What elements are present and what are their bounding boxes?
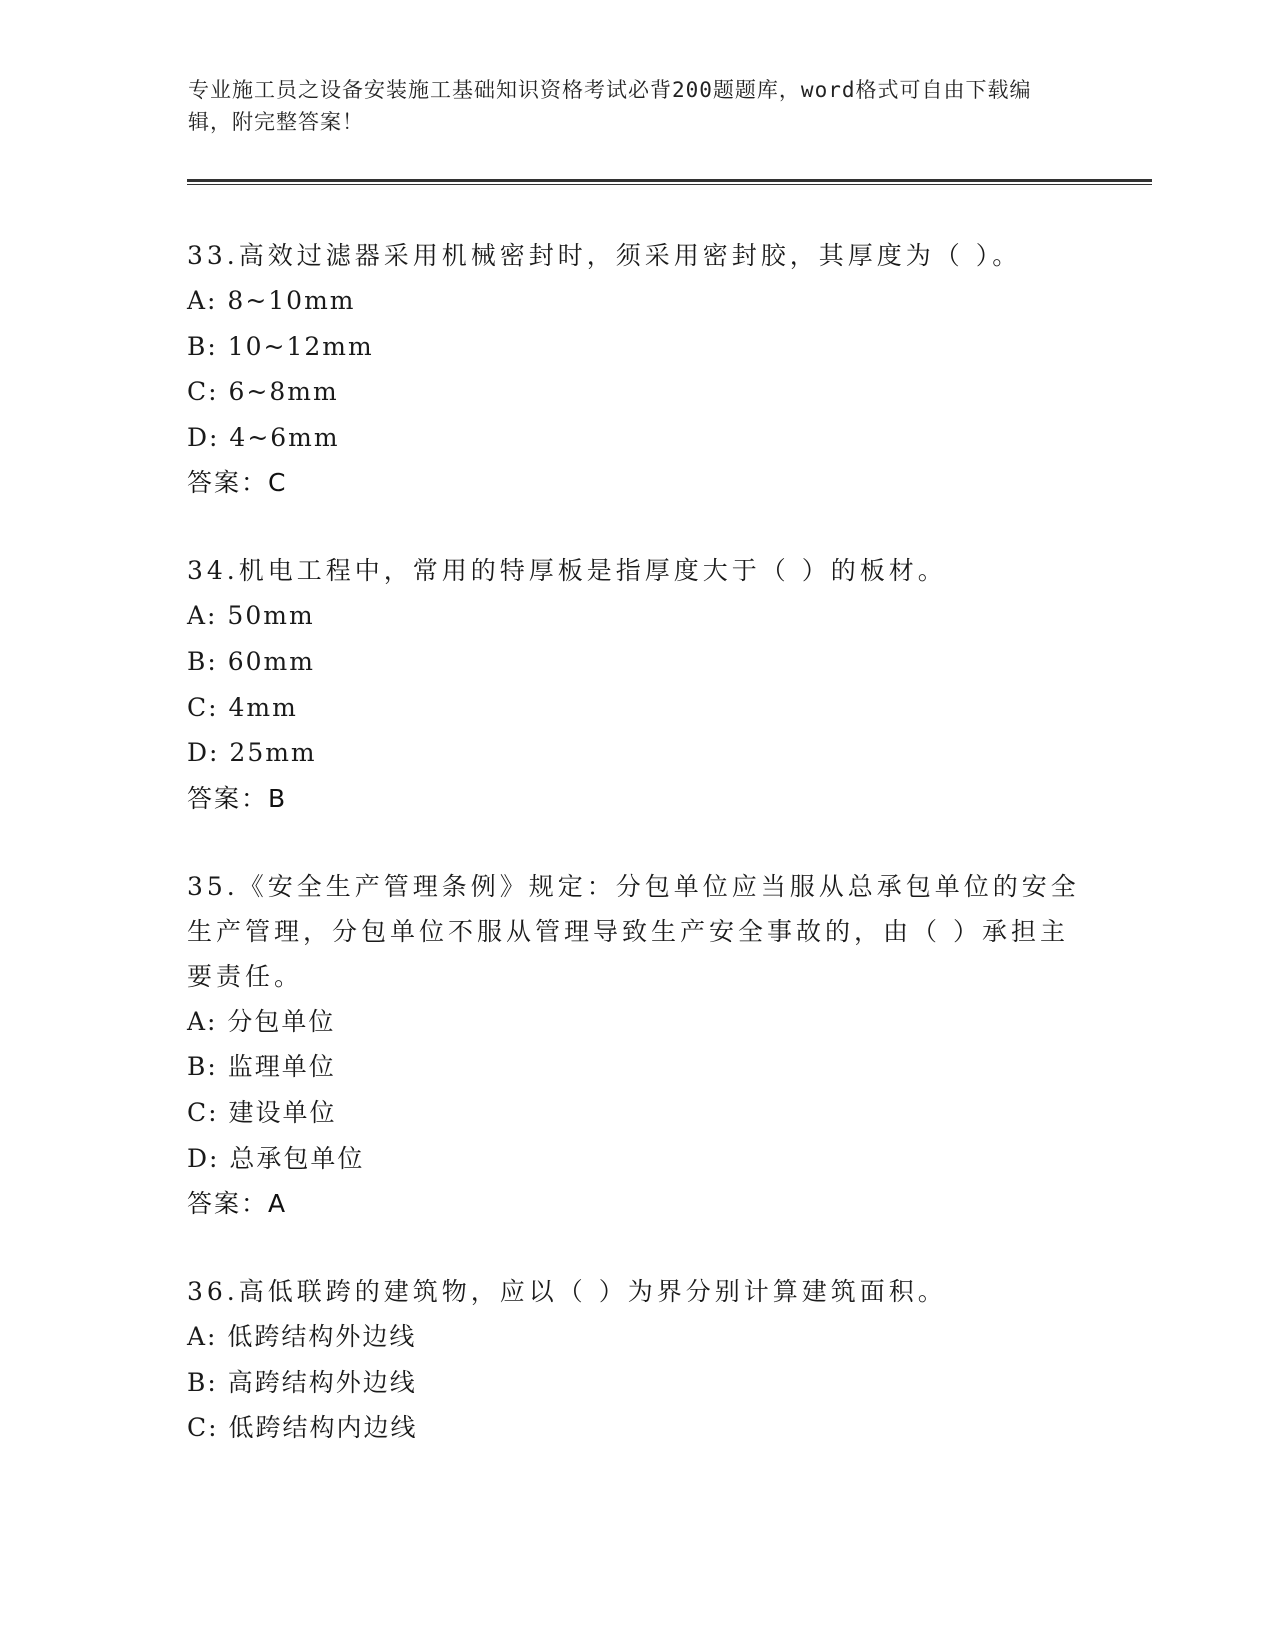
answer-line: 答案：A: [187, 1189, 288, 1219]
option-d: D: 25mm: [187, 738, 317, 768]
option-a: A: 50mm: [187, 601, 315, 631]
option-a: A: 8~10mm: [187, 286, 356, 315]
option-c: C: 6~8mm: [187, 377, 339, 407]
document-header: 专业施工员之设备安装施工基础知识资格考试必背200题题库，word格式可自由下载编辑，附完整答案！: [188, 78, 1032, 134]
question-34: [187, 548, 1087, 820]
question-stem: 35.《安全生产管理条例》规定：分包单位应当服从总承包单位的安全生产管理，分包单位不服从管理导致生产安全事故的，由（ ）承担主要责任。: [187, 871, 1080, 991]
question-gap: [187, 821, 1087, 864]
question-33: [187, 233, 1087, 505]
question-gap: [187, 505, 1087, 548]
option-d: D: 总承包单位: [187, 1143, 365, 1173]
answer-line: 答案：B: [187, 783, 288, 813]
option-c: C: 4mm: [187, 692, 298, 722]
option-b: B: 60mm: [187, 646, 315, 676]
question-stem: 34.机电工程中，常用的特厚板是指厚度大于（ ）的板材。: [187, 556, 947, 586]
option-d: D: 4~6mm: [187, 422, 340, 452]
option-a: A: 分包单位: [187, 1006, 336, 1036]
question-36: [187, 1269, 1087, 1451]
header-divider-thick: [187, 179, 1152, 182]
question-list: [187, 233, 1087, 1451]
answer-line: 答案：C: [187, 468, 288, 498]
option-b: B: 监理单位: [187, 1052, 336, 1082]
question-35: [187, 864, 1087, 1226]
question-stem: 36.高低联跨的建筑物，应以（ ）为界分别计算建筑面积。: [187, 1277, 947, 1307]
option-a: A: 低跨结构外边线: [187, 1322, 417, 1352]
option-c: C: 建设单位: [187, 1097, 337, 1127]
header-divider-thin: [187, 184, 1152, 185]
question-gap: [187, 1226, 1087, 1269]
option-b: B: 高跨结构外边线: [187, 1367, 417, 1397]
option-c: C: 低跨结构内边线: [187, 1413, 418, 1443]
option-b: B: 10~12mm: [187, 331, 374, 361]
question-stem: 33.高效过滤器采用机械密封时，须采用密封胶，其厚度为（ ）。: [187, 241, 1022, 270]
